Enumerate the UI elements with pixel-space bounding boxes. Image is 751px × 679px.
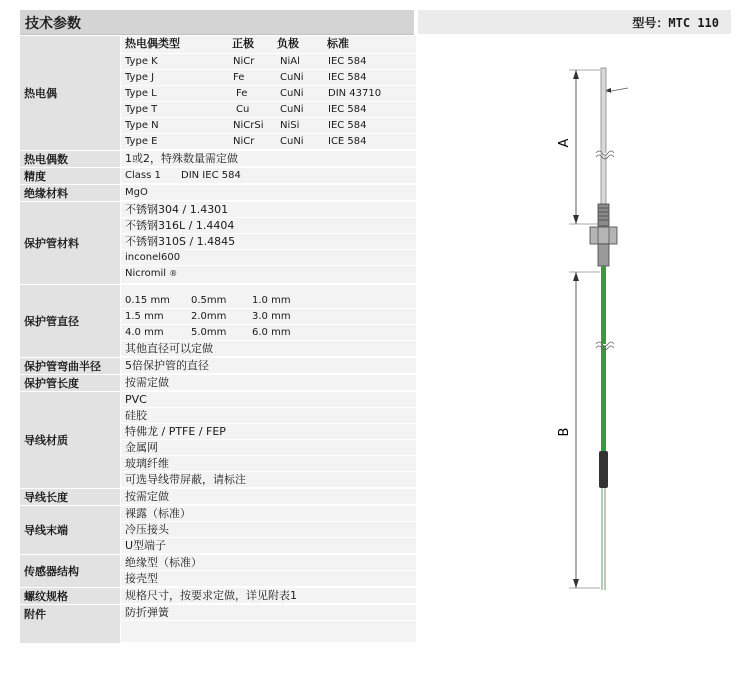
thermocouple-label: 热电偶 — [20, 36, 120, 150]
col-type: 热电偶类型 — [125, 37, 180, 50]
fitting-body — [598, 244, 609, 266]
list-item: 可选导线带屏蔽，请标注 — [121, 472, 416, 488]
list-item: 接壳型 — [121, 571, 416, 587]
model-number: 型号：MTC 110 — [632, 16, 719, 30]
sensor-structure-label: 传感器结构 — [20, 555, 120, 587]
registered-mark: ® — [169, 269, 178, 278]
list-item: 裸露（标准） — [121, 506, 416, 522]
lead-length-value: 按需定做 — [121, 489, 416, 505]
accessory-value: 防折弹簧 — [121, 605, 416, 621]
table-row: 4.0 mm 5.0mm 6.0 mm — [121, 325, 416, 341]
count-value: 1或2，特殊数量需定做 — [121, 151, 416, 167]
table-row: Type T Cu CuNi IEC 584 — [121, 102, 416, 118]
table-row: Type E NiCr CuNi ICE 584 — [121, 134, 416, 150]
bend-radius-label: 保护管弯曲半径 — [20, 358, 120, 374]
insulation-label: 绝缘材料 — [20, 185, 120, 201]
table-row: Type K NiCr NiAl IEC 584 — [121, 54, 416, 70]
sheath-length-value: 按需定做 — [121, 375, 416, 391]
list-item: Nicromil ® — [121, 266, 416, 284]
insulation-value: MgO — [121, 185, 416, 201]
bend-radius-value: 5倍保护管的直径 — [121, 358, 416, 374]
count-label: 热电偶数 — [20, 151, 120, 167]
table-row: Type L Fe CuNi DIN 43710 — [121, 86, 416, 102]
table-row: Type J Fe CuNi IEC 584 — [121, 70, 416, 86]
col-negative: 负极 — [277, 37, 299, 50]
diameter-note: 其他直径可以定做 — [121, 341, 416, 357]
list-item: inconel600 — [121, 250, 416, 266]
hex-nut — [590, 227, 617, 244]
list-item: PVC — [121, 392, 416, 408]
sheath-diameter-label: 保护管直径 — [20, 285, 120, 357]
list-item: 玻璃纤维 — [121, 456, 416, 472]
list-item: 冷压接头 — [121, 522, 416, 538]
list-item: 不锈钢316L / 1.4404 — [121, 218, 416, 234]
lead-end-label: 导线末端 — [20, 506, 120, 554]
list-item: 特佛龙 / PTFE / FEP — [121, 424, 416, 440]
list-item: U型端子 — [121, 538, 416, 554]
probe-tip — [601, 68, 606, 226]
table-row: 0.15 mm 0.5mm 1.0 mm — [121, 293, 416, 309]
lead-length-label: 导线长度 — [20, 489, 120, 505]
accuracy-label: 精度 — [20, 168, 120, 184]
accessory-label: 附件 — [20, 605, 120, 643]
accuracy-value: Class 1 DIN IEC 584 — [121, 168, 416, 184]
sheath-material-label: 保护管材料 — [20, 202, 120, 284]
spec-title: 技术参数 — [25, 16, 81, 32]
thread-value: 规格尺寸，按要求定做，详见附表1 — [121, 588, 416, 604]
heat-shrink — [599, 451, 608, 488]
thread-label: 螺纹规格 — [20, 588, 120, 604]
list-item: 金属网 — [121, 440, 416, 456]
list-item: 不锈钢304 / 1.4301 — [121, 202, 416, 218]
table-row: Type N NiCrSi NiSi IEC 584 — [121, 118, 416, 134]
sheath-length-label: 保护管长度 — [20, 375, 120, 391]
col-positive: 正极 — [232, 37, 254, 50]
list-item: 硅胶 — [121, 408, 416, 424]
list-item: 不锈钢310S / 1.4845 — [121, 234, 416, 250]
green-lead — [601, 266, 606, 451]
col-standard: 标准 — [327, 37, 349, 50]
thread-fitting — [598, 204, 609, 226]
table-row: 1.5 mm 2.0mm 3.0 mm — [121, 309, 416, 325]
lead-material-label: 导线材质 — [20, 392, 120, 488]
list-item: 绝缘型（标准） — [121, 555, 416, 571]
dim-b-label: B — [557, 427, 572, 437]
dim-a-label: A — [557, 138, 572, 148]
